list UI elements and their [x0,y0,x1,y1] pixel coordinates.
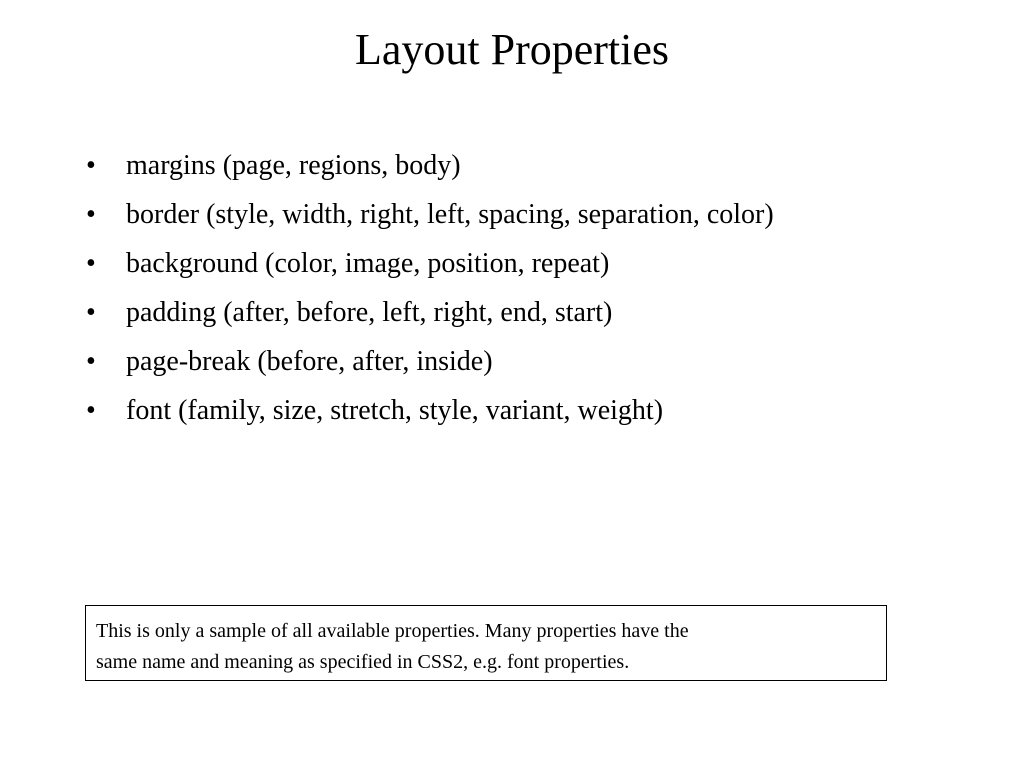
bullet-list [86,141,774,435]
bullet-text: page-break (before, after, inside) [126,346,493,377]
bullet-item-font [86,386,774,435]
bullet-item-border [86,190,774,239]
bullet-text: padding (after, before, left, right, end, start) [126,297,613,328]
bullet-icon: • [86,297,96,328]
bullet-icon: • [86,248,96,279]
note-line-1: This is only a sample of all available properties. Many properties have the [96,620,689,642]
note-line-2: same name and meaning as specified in CSS2, e.g. font properties. [96,651,630,673]
bullet-item-padding [86,288,774,337]
bullet-text: border (style, width, right, left, spacing, separation, color) [126,199,774,230]
bullet-icon: • [86,199,96,230]
slide-title: Layout Properties [354,25,670,74]
bullet-item-page-break [86,337,774,386]
bullet-item-background [86,239,774,288]
bullet-icon: • [86,395,96,426]
note-box [85,605,887,681]
bullet-text: margins (page, regions, body) [126,150,461,181]
bullet-icon: • [86,346,96,377]
bullet-text: background (color, image, position, repeat) [126,248,610,279]
bullet-item-margins [86,141,774,190]
bullet-icon: • [86,150,96,181]
bullet-text: font (family, size, stretch, style, variant, weight) [126,395,664,426]
